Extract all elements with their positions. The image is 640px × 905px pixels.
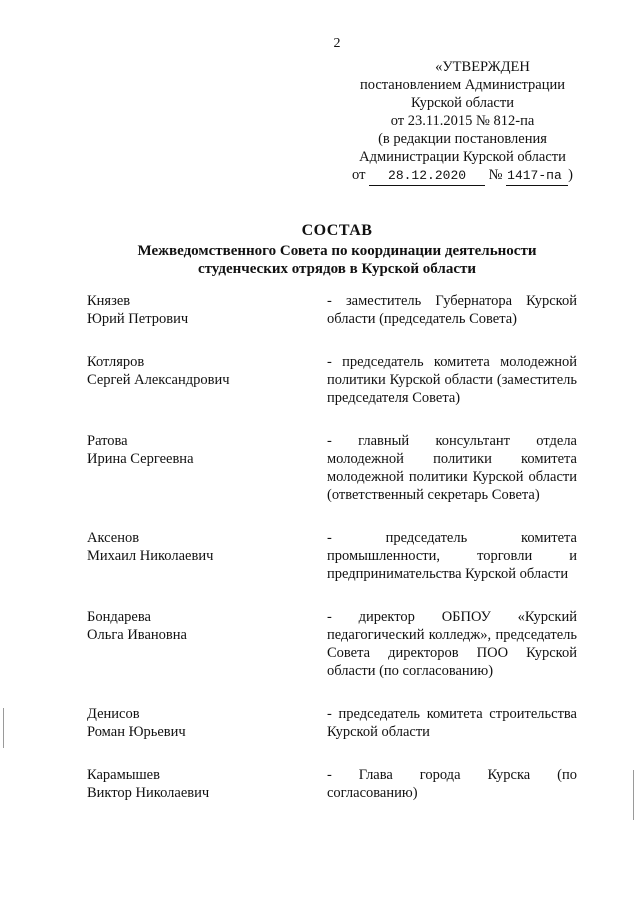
member-name	[87, 432, 297, 504]
member-given-names: Юрий Петрович	[87, 311, 189, 327]
member-role: - председатель комитета строительства Курской области	[327, 706, 577, 740]
member-given-names: Ирина Сергеевна	[87, 451, 194, 467]
member-surname: Карамышев	[87, 767, 160, 783]
heading-title: СОСТАВ	[301, 222, 373, 239]
member-name	[87, 292, 297, 328]
scan-edge-mark	[633, 770, 634, 820]
member-role: - заместитель Губернатора Курской области (председатель Совета)	[327, 293, 577, 327]
member-name	[87, 608, 297, 680]
number-prefix: №	[488, 167, 503, 183]
member-row	[87, 608, 577, 680]
member-name	[87, 529, 297, 583]
approval-date-line	[330, 166, 595, 186]
member-surname: Ратова	[87, 433, 128, 449]
member-role: - председатель комитета промышленности, торговли и предпринимательства Курской области	[327, 530, 577, 582]
approval-date: 28.12.2020	[369, 167, 485, 186]
members-list	[87, 292, 577, 802]
member-row	[87, 705, 577, 741]
member-surname: Князев	[87, 293, 131, 309]
approval-line-2: постановлением Администрации	[359, 77, 566, 93]
heading-subtitle-line-1: Межведомственного Совета по координации деятельности	[137, 243, 537, 259]
scan-edge-mark	[3, 708, 4, 748]
approval-number: 1417-па	[506, 167, 568, 186]
member-given-names: Михаил Николаевич	[87, 548, 214, 564]
heading-subtitle-line-2: студенческих отрядов в Курской области	[197, 261, 477, 277]
member-role: - главный консультант отдела молодежной политики комитета молодежной политики Курской области (ответственный секретарь Совета)	[327, 433, 577, 503]
member-row	[87, 529, 577, 583]
member-surname: Денисов	[87, 706, 140, 722]
member-given-names: Виктор Николаевич	[87, 785, 210, 801]
member-role: - Глава города Курска (по согласованию)	[327, 767, 577, 801]
member-surname: Котляров	[87, 354, 145, 370]
member-given-names: Ольга Ивановна	[87, 627, 187, 643]
member-surname: Аксенов	[87, 530, 140, 546]
member-row	[87, 353, 577, 407]
approval-line-1: «УТВЕРЖДЕН	[435, 59, 530, 75]
approval-line-3: Курской области	[411, 95, 514, 111]
member-surname: Бондарева	[87, 609, 151, 625]
member-role: - директор ОБПОУ «Курский педагогический колледж», председатель Совета директоров ПОО Курской области (по согласованию)	[327, 609, 577, 679]
approval-stamp	[330, 58, 595, 186]
date-prefix: от	[352, 167, 366, 183]
document-heading	[0, 220, 640, 278]
member-row	[87, 432, 577, 504]
member-row	[87, 292, 577, 328]
approval-line-5: (в редакции постановления	[378, 131, 547, 147]
approval-line-6: Администрации Курской области	[359, 149, 566, 165]
page-number: 2	[333, 36, 341, 51]
member-row	[87, 766, 577, 802]
member-name	[87, 353, 297, 407]
approval-line-4: от 23.11.2015 № 812-па	[390, 113, 535, 129]
member-given-names: Роман Юрьевич	[87, 724, 186, 740]
closing-paren: )	[568, 167, 573, 183]
member-role: - председатель комитета молодежной политики Курской области (заместитель председателя Совета)	[327, 354, 577, 406]
member-given-names: Сергей Александрович	[87, 372, 230, 388]
member-name	[87, 705, 297, 741]
member-name	[87, 766, 297, 802]
